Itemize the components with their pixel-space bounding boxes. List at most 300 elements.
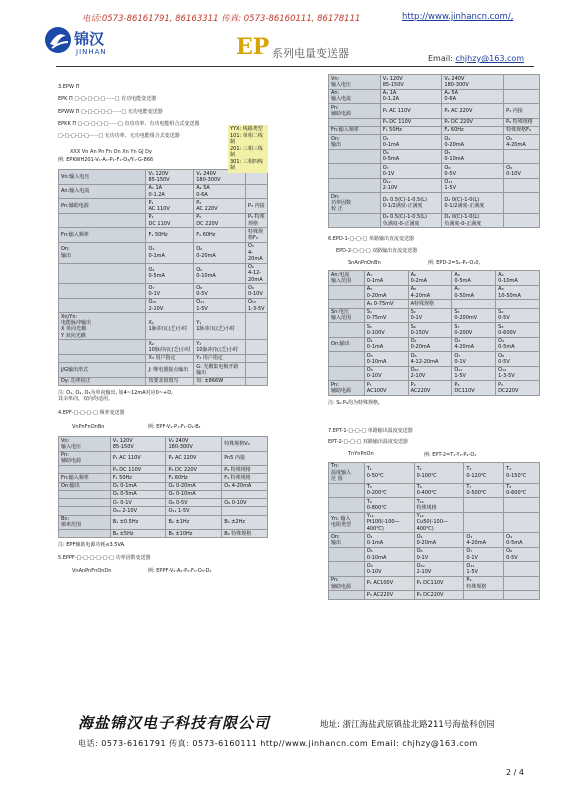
table-cell: T₈ 0-600℃ (504, 483, 540, 498)
table-row (59, 213, 268, 228)
table-cell: P₅ DC 220V (166, 466, 222, 474)
row-header-cell: On: 输出 (329, 135, 381, 150)
table-section-3 (58, 169, 268, 386)
section-6-code: SnAnPnOnBn (348, 259, 381, 266)
company-logo-icon (44, 26, 72, 54)
table-cell (496, 300, 540, 308)
section-7-title: 7.EPT-1-□-□-□ 单路输出温度变送器 (328, 427, 413, 434)
row-header-cell: Sn:电压 输入范围 (329, 308, 365, 323)
table-cell: A₃ 0-5mA (452, 271, 496, 286)
table-cell: O₄ 0-5mA (496, 337, 540, 352)
table-cell: D₂ 0(C)-1-0(L) 0-1/2满度-正满度 (442, 193, 504, 214)
row-header-cell (59, 499, 111, 507)
table-cell: 按要求值填写 (146, 377, 194, 385)
table-cell: O₇ 0-1V (452, 352, 496, 367)
table-cell: B₁ ±0.5Hz (110, 515, 166, 530)
table-cell: Y₃ 用户指定 (194, 354, 246, 362)
table-cell: P₄ DC 110V (380, 118, 442, 126)
table-cell: F₉ 特殊规格 (222, 474, 268, 482)
header-divider (56, 66, 534, 67)
table-cell: P₂ AC220V (408, 381, 452, 396)
table-cell: A₈ 10-50mA (496, 285, 540, 300)
row-header-cell (59, 263, 146, 284)
row-header-cell: Pn: 辅助电源 (329, 576, 365, 591)
table-row (329, 512, 540, 533)
section-4-code: VnPnFnOnBn (72, 423, 105, 430)
table-cell: Pn5 内接 (222, 451, 268, 466)
table-cell: O₆ 0-1V (414, 547, 464, 562)
table-cell: F₁ 50Hz (380, 126, 442, 134)
table-cell: S₄ 0-5V (496, 308, 540, 323)
table-cell: P₄ DC 110V (110, 466, 166, 474)
row-header-cell (59, 213, 146, 228)
table-cell: T₃ 0-120℃ (464, 462, 504, 483)
table-row (329, 149, 540, 164)
table-section-4 (58, 436, 268, 538)
product-series-title: 系列电量变送器 (272, 47, 349, 60)
row-header-cell: On: 输出 (329, 533, 365, 548)
table-cell: Y₁₂ Cu50(-100—400℃) (414, 512, 464, 533)
table-cell: S₇ 0-200V (452, 323, 496, 338)
table-row (329, 576, 540, 591)
table-cell: O₈ 0-5V (166, 499, 222, 507)
table-row (59, 466, 268, 474)
row-header-cell (329, 323, 365, 338)
header-phone: 电话:0573-86161791, 86163311 传真: 0573-86160111, 86178111 (82, 14, 361, 24)
legend-line: 101: 单相二线制 (230, 132, 263, 146)
table-cell: P₅ DC220V (496, 381, 540, 396)
row-header-cell (329, 547, 365, 562)
table-cell: S₁ 0-75mV (364, 308, 408, 323)
table-cell: P₃ 内接 (245, 199, 267, 214)
table-cell: P₅ DC 220V (442, 118, 504, 126)
table-cell: P₃ AC220V (364, 591, 414, 599)
row-header-cell (59, 507, 111, 515)
company-name-en: JINHAN (76, 48, 107, 56)
table-row (59, 437, 268, 452)
table-cell: D₃ 0.5(C)-1-0.5(L) 负满度-0-正满度 (380, 213, 442, 228)
note: 注: EPF辅助电源功耗≤3.5VA. (58, 542, 126, 549)
table-cell: 特殊规格F₉ (504, 126, 540, 134)
table-cell: O₁₂ 1-3-5V (245, 298, 267, 313)
table-cell: A₉ 0-75mV (364, 300, 408, 308)
table-cell: B₃ ±2Hz (222, 515, 268, 530)
table-cell: V₁ 120V 85-150V (380, 75, 442, 90)
table-cell: T₉ 0-800℃ (364, 498, 414, 513)
table-section-7 (328, 462, 540, 600)
table-cell: F₂ 60Hz (166, 474, 222, 482)
table-cell: V₂ 240V 180-300V (194, 170, 246, 185)
table-row (59, 340, 268, 355)
table-cell (504, 512, 540, 533)
table-cell: J: 继电器接点输出 (146, 363, 194, 378)
row-header-cell: J/G输出形式 (59, 363, 146, 378)
row-header-cell (329, 483, 365, 498)
table-cell: O₇ 0-1V (110, 499, 166, 507)
table-cell: P₂ AC 220V (194, 199, 246, 214)
table-row (329, 352, 540, 367)
row-header-cell (59, 298, 146, 313)
row-header-cell (329, 366, 365, 381)
table-cell (464, 498, 504, 513)
table-cell: A₇ 0-50mA (452, 285, 496, 300)
section-6-example: 例: EPD-2=S₁-P₂-O₁0, (428, 260, 481, 266)
row-header-cell: Vn:输入电压 (59, 170, 146, 185)
table-cell: T₂ 0-100℃ (414, 462, 464, 483)
table-cell: F₁ 50Hz (146, 228, 194, 243)
email-link[interactable]: chjhzy@163.com (455, 54, 525, 63)
row-header-cell: An: 输入电流 (329, 89, 381, 104)
table-cell: X₂ 10脉冲/瓦(乏)小时 (146, 340, 194, 355)
row-header-cell (329, 149, 381, 164)
line-type-legend (228, 125, 268, 173)
table-cell: 特殊规格V₉ (222, 437, 268, 452)
table-cell: F₂ 60Hz (194, 228, 246, 243)
table-cell: O₃ 4-20mA (245, 242, 267, 263)
section-7-code: TnYnPnOn (348, 451, 374, 458)
table-cell: A₁ 1A 0-1.2A (146, 184, 194, 199)
table-cell: O₁₀ 2-10V (414, 562, 464, 577)
table-cell: O₈ 0-5V (194, 284, 246, 299)
table-cell: T₆ 0-400℃ (414, 483, 464, 498)
table-row (59, 284, 268, 299)
table-cell: A₁ 1A 0-1.2A (380, 89, 442, 104)
table-row (59, 184, 268, 199)
table-row (329, 547, 540, 562)
page-footer (0, 712, 565, 800)
row-header-cell (329, 498, 365, 513)
row-header-cell: Pn: 辅助电源 (59, 451, 111, 466)
table-cell (452, 300, 496, 308)
table-cell: P₅ DC 220V (194, 213, 246, 228)
table-cell: O₄ 0-5mA (380, 149, 442, 164)
table-cell: F₁ 50Hz (110, 474, 166, 482)
table-row (329, 323, 540, 338)
table-cell: O₉ 0-10V (222, 499, 268, 507)
table-cell: B₂ ±1Hz (166, 515, 222, 530)
table-cell: O₉ 0-10V (364, 562, 414, 577)
table-row (329, 562, 540, 577)
table-cell: A₂ 5A 0-6A (442, 89, 504, 104)
table-cell: O₇ 0-1V (146, 284, 194, 299)
table-cell: O₁₁ 1-5V (166, 507, 222, 515)
table-cell: V₂ 240V 180-300V (166, 437, 222, 452)
table-cell: T₅ 0-200℃ (364, 483, 414, 498)
table-row (329, 164, 540, 179)
table-cell: O₃ 4-20mA (222, 482, 268, 490)
row-header-cell: On:输出 (329, 337, 365, 352)
section-4-example: 例: EPF-V₁-P₁-F₁-O₁-B₁ (148, 423, 201, 430)
table-row (59, 482, 268, 490)
legend-line: 301: 三相四线制 (230, 158, 263, 172)
table-row (329, 135, 540, 150)
row-header-cell (59, 284, 146, 299)
row-header-cell (59, 466, 111, 474)
table-cell: S₃ 0-200mV (452, 308, 496, 323)
table-cell: P₉ 特殊规格 (504, 118, 540, 126)
table-section-5 (328, 74, 540, 228)
right-column (328, 74, 540, 600)
table-cell: O₄ 0-5mA (146, 263, 194, 284)
table-cell: O₇ 0-1V (464, 547, 504, 562)
table-row (59, 298, 268, 313)
product-series-ep: EP (236, 34, 270, 60)
row-header-cell: Fn:输入频率 (59, 474, 111, 482)
legend-line: YYX: 线路类型 (230, 126, 263, 133)
section-3-code: XXX Vn An Pn Fn On Xn Yn GJ Dy (70, 149, 152, 156)
header-email: Email: chjhzy@163.com (428, 54, 525, 63)
table-row (59, 507, 268, 515)
left-column (58, 84, 268, 574)
table-cell: O₉ 0-10V (364, 366, 408, 381)
section-7-line: EPT-2-□-□-□ 双路输出温度变送器 (328, 439, 408, 445)
table-cell: O₂ 0-20mA (442, 135, 504, 150)
table-row (329, 498, 540, 513)
table-row (59, 515, 268, 530)
row-header-cell (329, 213, 381, 228)
row-header-cell: Tn: 温度输入 范 围 (329, 462, 365, 483)
table-cell (222, 507, 268, 515)
table-cell: O₁ 0-1mA (364, 533, 414, 548)
table-row (329, 337, 540, 352)
table-row (59, 242, 268, 263)
section-3-line: EPKK Π □-□-□-□-□······□ 有功功率、有功电能组合式变送器 (58, 120, 200, 127)
table-cell: X₃ 用户指定 (146, 354, 194, 362)
table-cell (504, 178, 540, 193)
table-cell (464, 591, 504, 599)
table-row (59, 377, 268, 385)
row-header-cell: An:输入电流 (59, 184, 146, 199)
table-cell: P₅ DC220V (414, 591, 464, 599)
table-cell: O₃ 4-20mA (504, 135, 540, 150)
table-cell: P₃ 内接 (504, 104, 540, 119)
table-cell: O₃ 4-20mA (452, 337, 496, 352)
table-cell: V₁ 120V 85-150V (146, 170, 194, 185)
table-cell: O₁ 0-1mA (364, 337, 408, 352)
table-cell: A₁ 0-1mA (364, 271, 408, 286)
table-cell: A₂ 0-2mA (408, 271, 452, 286)
row-header-cell (59, 490, 111, 498)
table-cell: O₁₀ 2-10V (380, 178, 442, 193)
table-row (59, 354, 268, 362)
table-cell: O₁₀ 2-10V (408, 366, 452, 381)
table-row (59, 263, 268, 284)
table-cell: O₁₁ 1-5V (442, 178, 504, 193)
header-url[interactable]: http://www.jinhancn.com/, (402, 12, 514, 22)
footer-address: 地址: 浙江海盐武原镇盐北路211号海盐科创园 (320, 720, 495, 730)
row-header-cell: Pn:辅助电源 (59, 199, 146, 214)
table-cell: P₂ AC 220V (442, 104, 504, 119)
table-row (59, 474, 268, 482)
table-cell: T₄ 0-150℃ (504, 462, 540, 483)
table-row (329, 193, 540, 214)
table-cell: P₄ DC 110V (146, 213, 194, 228)
table-cell: O₉ 0-10V (504, 164, 540, 179)
row-header-cell: Fn:输入频率 (329, 126, 381, 134)
row-header-cell: Dn: 功率因数 校 正 (329, 193, 381, 214)
table-cell: O₉ 0-10V (245, 284, 267, 299)
table-row (329, 271, 540, 286)
table-cell: A₂ 5A 0-6A (194, 184, 246, 199)
table-cell: O₈ 0-5V (496, 352, 540, 367)
table-cell: 如: ±866W (194, 377, 246, 385)
table-row (329, 462, 540, 483)
row-header-cell: On: 输出 (59, 242, 146, 263)
table-cell: B₅ ±10Hz (166, 530, 222, 538)
table-cell: O₅ 0-10mA (442, 149, 504, 164)
table-section-6 (328, 270, 540, 395)
table-row (329, 213, 540, 228)
table-cell: P₂ AC 220V (166, 451, 222, 466)
row-header-cell: An:电流 输入范围 (329, 271, 365, 286)
row-header-cell: Pn: 辅助电源 (329, 104, 381, 119)
table-row (329, 308, 540, 323)
table-cell (504, 576, 540, 591)
row-header-cell: Pn: 辅助电源 (329, 381, 365, 396)
page-header (0, 0, 565, 72)
table-cell: O₂ 0-20mA (408, 337, 452, 352)
section-5-title: 5.EPPF-□-□-□-□-□-□ 功率因数变送器 (58, 554, 151, 561)
table-row (329, 300, 540, 308)
note: 注: O₁, O₂, O₃为单向输出, 如4~12mA对应0~+D, (58, 389, 173, 396)
row-header-cell (329, 118, 381, 126)
table-cell (504, 562, 540, 577)
table-cell: G: 光耦集电极开路输出 (194, 363, 246, 378)
table-cell: V₂ 240V 180-300V (442, 75, 504, 90)
section-5-example: 例: EPPF-V₁-A₁-P₂-F₁-O₃-D₁ (148, 568, 212, 574)
table-cell (245, 313, 267, 340)
table-cell: D₄ 0(C)-1-0(L) 负满度-0-正满度 (442, 213, 504, 228)
table-cell: O₁ 0-1mA (146, 242, 194, 263)
table-row (329, 178, 540, 193)
table-cell: S₅ 0-100V (364, 323, 408, 338)
table-cell: P₂ DC110V (414, 576, 464, 591)
row-header-cell (329, 352, 365, 367)
section-6-title: 6.EPD-1-□-□-□ 单路输出直流变送器 (328, 236, 414, 243)
table-cell: D₁ 0.5(C)-1-0.5(L) 0-1/2满度-正满度 (380, 193, 442, 214)
table-cell: A₄ 0-10mA (496, 271, 540, 286)
table-cell (245, 363, 267, 378)
table-cell: P₉ 特殊规格 (464, 576, 504, 591)
table-cell: O₄ 0-5mA (110, 490, 166, 498)
section-3-example: 例: EPKWH201-V₁-A₁-P₁-F₁-O₃/Y₁-G-866 (58, 157, 154, 164)
table-row (59, 228, 268, 243)
table-row (329, 285, 540, 300)
table-cell: O₅ 0-10mA (364, 547, 414, 562)
row-header-cell: Bn: 频率范围 (59, 515, 111, 530)
table-cell (504, 149, 540, 164)
row-header-cell (59, 354, 146, 362)
table-row (329, 104, 540, 119)
table-cell: O₁₂ 1-3-5V (496, 366, 540, 381)
section-4-title: 4.EPF-□-□-□-□ 频率变送器 (58, 410, 125, 417)
row-header-cell (329, 591, 365, 599)
table-row (329, 533, 540, 548)
table-cell: P₁ AC100V (364, 576, 414, 591)
table-row (329, 75, 540, 90)
table-row (329, 366, 540, 381)
note: 其余单向、双向均适用。 (58, 396, 114, 402)
table-cell: P₄ DC110V (452, 381, 496, 396)
section-3-line: EPK Π □-□-□-□-□······□ 有功电能变送器 (58, 96, 157, 103)
legend-line: 201: 三相三线制 (230, 145, 263, 159)
table-cell: S₆ 0-150V (408, 323, 452, 338)
table-cell: O₆ 4-12-20mA (245, 263, 267, 284)
table-cell: O₁ 0-1mA (110, 482, 166, 490)
table-row (329, 591, 540, 599)
table-cell: Y₁₁ Pt100(-100—400℃) (364, 512, 414, 533)
section-6-line: EPD-2-□-□-□ 双路输出直流变送器 (336, 247, 418, 254)
table-cell: F₂ 60Hz (442, 126, 504, 134)
table-cell: O₅ 0-10mA (166, 490, 222, 498)
row-header-cell: On:输出 (59, 482, 111, 490)
table-cell (464, 512, 504, 533)
page-number: 2 / 4 (506, 768, 524, 777)
table-cell (245, 354, 267, 362)
row-header-cell: Fn:输入频率 (59, 228, 146, 243)
table-row (59, 490, 268, 498)
table-cell (504, 591, 540, 599)
table-cell: O₁₁ 1-5V (464, 562, 504, 577)
table-cell: O₁₁ 1-5V (194, 298, 246, 313)
table-cell: P₁ AC100V (364, 381, 408, 396)
table-cell: O₆ 4-12-20mA (408, 352, 452, 367)
table-cell (245, 184, 267, 199)
table-cell: P₁ AC 110V (110, 451, 166, 466)
table-cell: O₁ 0-1mA (380, 135, 442, 150)
table-cell (504, 193, 540, 214)
table-cell (245, 377, 267, 385)
table-row (329, 381, 540, 396)
table-cell: O₄ 0-5mA (504, 533, 540, 548)
row-header-cell (59, 340, 146, 355)
row-header-cell (329, 285, 365, 300)
table-cell: O₁₀ 2-10V (146, 298, 194, 313)
table-cell: T₁₀ 特殊规格 (414, 498, 464, 513)
table-cell: P₁ AC 110V (146, 199, 194, 214)
row-header-cell (329, 164, 381, 179)
table-row (59, 451, 268, 466)
table-cell: A特殊规格 (408, 300, 452, 308)
table-row (329, 126, 540, 134)
table-cell: O₂ 0-20mA (414, 533, 464, 548)
table-cell: T₇ 0-500℃ (464, 483, 504, 498)
table-cell: O₂ 0-20mA (194, 242, 246, 263)
table-cell: A₆ 4-20mA (408, 285, 452, 300)
company-name-cn: 锦汉 (74, 30, 105, 48)
row-header-cell (329, 178, 381, 193)
row-header-cell (59, 530, 111, 538)
table-cell (504, 498, 540, 513)
footer-contact: 电话: 0573-6161791 传真: 0573-6160111 http//www.jinhancn.com Email: chjhzy@163.com (78, 739, 478, 748)
section-7-example: 例: EPT-2=T₁-Y₁-P₂-O₁ (424, 451, 477, 458)
table-row (329, 89, 540, 104)
table-cell: O₂ 0-20mA (166, 482, 222, 490)
table-cell: Y₁ 1脉冲/瓦(乏)小时 (194, 313, 246, 340)
table-row (329, 118, 540, 126)
table-cell: S₂ 0-1V (408, 308, 452, 323)
row-header-cell (329, 562, 365, 577)
table-cell: O₈ 0-5V (442, 164, 504, 179)
table-cell: P₁ AC 110V (380, 104, 442, 119)
table-row (59, 313, 268, 340)
table-cell: O₅ 0-10mA (364, 352, 408, 367)
table-cell: B₉ 特殊规格 (222, 530, 268, 538)
table-cell: S₈ 0-600V (496, 323, 540, 338)
table-cell (504, 213, 540, 228)
table-row (59, 530, 268, 538)
table-cell: A₅ 0-20mA (364, 285, 408, 300)
